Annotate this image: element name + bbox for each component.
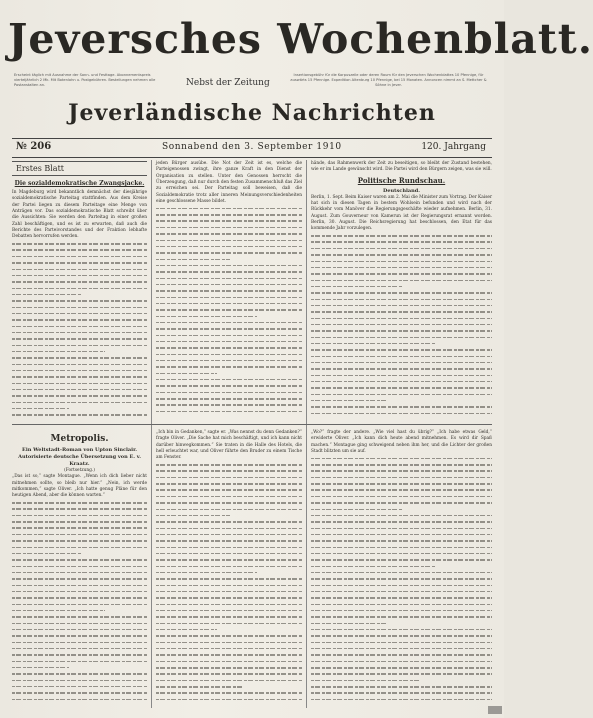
column-3-top [311,161,492,421]
column-divider [306,160,307,708]
text-lines [156,205,302,414]
politics-subhead: Deutschland. [383,187,420,194]
column-3-feuilleton [311,430,492,706]
text-lines [12,500,147,703]
volume-year: 120. Jahrgang [421,142,486,152]
masthead-title: Jeversches Wochenblatt. [8,15,593,63]
article-headline: Die sozialdemokratische Zwangsjacke. [14,180,145,187]
advertising-note: Insertionsgebühr für die Korpuszeile oder deren Raum für den Jeverschen Wochenblattes 10 Pfennige, für auswärts 15 Pfennige. Expedition Altenburg 10 Pfennige, bei 15 Monaten. Annoncen nimmt an S. Mettcher & Söhne in Jever. [290,73,487,87]
header-rule-bottom [12,157,492,158]
politics-headline: Politische Rundschau. [357,175,446,185]
text-lines [311,233,492,417]
novel-title: Metropolis. [50,434,109,444]
issue-row [12,141,492,155]
novel-subtitle: Ein Weltstadt-Roman von Upton Sinclair. [22,447,137,453]
novel-translator: Autorisierte deutsche Übersetzung von E. v. Kraatz. [18,454,141,467]
text-line [156,408,302,414]
section-label: Erstes Blatt [12,161,147,176]
column-divider [151,160,152,708]
article-text: hände, das Rahmenwerk der Zeit zu beseitigen, so bleibt der Zustand bestehen, wie er im Lande gewünscht wird. Die Partei wird den Bürgern zeigen, was sie will. [311,161,492,173]
page-corner-mark [488,706,502,714]
issue-number: № 206 [16,141,52,152]
novel-text: „Wo?“ fragte der andere. „Wie viel hast du übrig?“ „Ich habe etwas Geld,“ erwiderte Oliver. „Ich kann dich heute abend mitnehmen. Es wird dir Spaß machen.“ Montague ging schweigend neben ihm her, und die Lichter der großen Stadt blitzten um sie auf. [311,430,492,455]
supplement-note: Nebst der Zeitung [186,78,270,88]
column-1-top [12,161,147,421]
column-2-feuilleton [156,430,302,706]
article-text: In Magdeburg wird bekanntlich demnächst der diesjährige sozialdemokratische Parteitag stattfinden. Aus dem Kreise der Partei liegen zu diesem Parteitage eine Menge von Anträgen vor. Das sozialdemokratische Blatt schreibt über die Aussichten: Sie werden den Parteitag in einer großen Zahl beschäftigen, und es ist zu erwarten, daß auch die Berichte des Parteivorstandes und der Fraktion lebhafte Debatten hervorrufen werden. [12,190,147,240]
text-line [311,410,492,416]
text-line [12,696,147,702]
text-line [12,412,147,418]
subscription-note: Erscheint täglich mit Ausnahme der Sonn- und Festtage. Abonnementspreis vierteljährlich 2 Mk. Mit Botenlohn u. Postgebühren. Bestellungen nehmen alle Postanstalten an. [14,73,156,87]
subtitle: Jeverländische Nachrichten [68,100,436,126]
text-lines [156,462,302,703]
politics-text: Berlin, 1. Sept. Beim Kaiser waren am 2. Mai die Minister zum Vortrag. Der Kaiser hat sich in diesen Tagen in bestem Wohlsein befunden und wird nach der Rückkehr vom Manöver die Regierungsgeschäfte wieder aufnehmen. Berlin, 31. August. Zum Gouverneur von Kamerun ist der Regierungsrat ernannt worden. Berlin, 30. August. Die Reichsregierung hat beschlossen, den Etat für das kommende Jahr vorzulegen. [311,194,492,232]
article-text: jeden Bürger ausübe. Die Not der Zeit ist es, welche die Parteigenossen zwingt, ihre ganze Kraft in den Dienst der Organisation zu stellen. Unter den Genossen herrscht die Überzeugung, daß nur durch den festen Zusammenschluß das Ziel zu erreichen sei. Der Parteitag soll beweisen, daß die Sozialdemokratie trotz aller inneren Meinungsverschiedenheiten eine geschlossene Masse bildet. [156,161,302,205]
issue-date: Sonnabend den 3. September 1910 [162,142,342,152]
text-line [311,696,492,702]
novel-text: „Ich bin in Gedanken,“ sagte er. „Was nennst du denn Gedanken?“ fragte Oliver. „Die Sache hat mich beschäftigt, und ich kann nicht darüber hinwegkommen.“ Sie traten in die Halle des Hotels, die hell erleuchtet war, und Oliver führte den Bruder zu einem Tische am Fenster. [156,430,302,461]
feuilleton-rule [12,424,492,425]
novel-text: „Das ist so,“ sagte Montague. „Wenn ich dich lieber nicht mitnehmen sollte, so bleib nur hier.“ „Nein, ich werde mitkommen,“ sagte Oliver. „Ich hatte genug Pläne für den heutigen Abend, aber die können warten.“ [12,474,147,499]
novel-continuation: (Fortsetzung.) [64,468,95,473]
column-1-feuilleton [12,430,147,706]
column-2-top [156,161,302,421]
text-lines [12,241,147,419]
text-line [156,696,302,702]
text-lines [311,455,492,702]
header-rule-top [12,138,492,139]
